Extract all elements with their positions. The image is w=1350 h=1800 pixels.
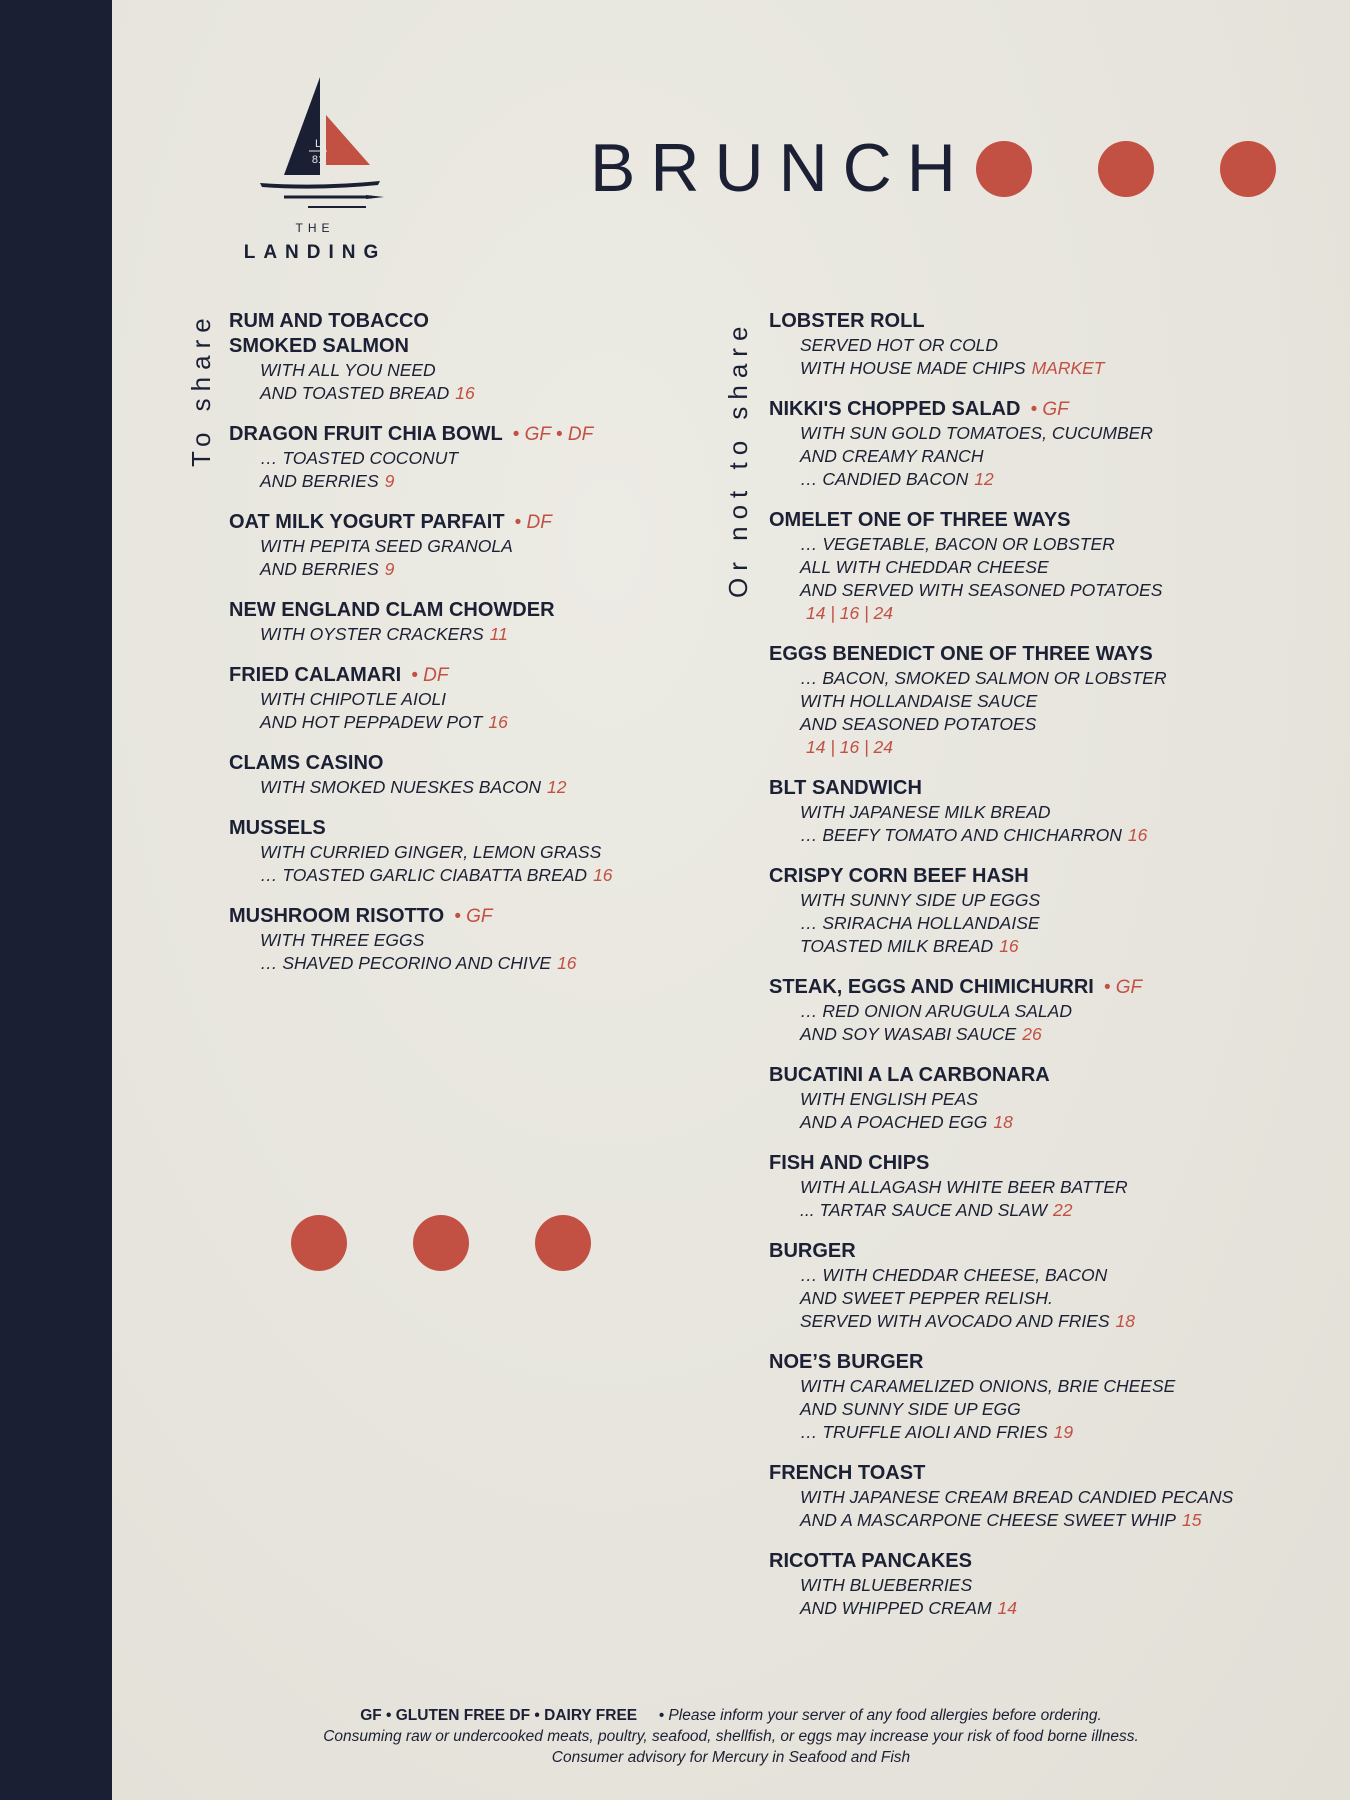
description-text: AND CREAMY RANCH: [800, 446, 984, 466]
menu-item-description: [769, 1310, 1329, 1333]
description-text: WITH THREE EGGS: [260, 930, 425, 950]
footer-line-1: [112, 1705, 1350, 1726]
decor-dot-3: [535, 1215, 591, 1271]
diet-legend: GF • GLUTEN FREE DF • DAIRY FREE: [360, 1707, 638, 1724]
menu-item-price: 16: [557, 953, 577, 973]
menu-item: [229, 598, 699, 646]
menu-item-description: [769, 422, 1329, 445]
description-text: … TOASTED COCONUT: [260, 448, 459, 468]
menu-item-name: [769, 309, 1329, 334]
menu-item-name-text: DRAGON FRUIT CHIA BOWL: [229, 423, 503, 445]
dietary-tag: • DF: [514, 512, 552, 533]
menu-item: [769, 642, 1329, 759]
description-text: WITH JAPANESE CREAM BREAD CANDIED PECANS: [800, 1487, 1234, 1507]
menu-item-description: [229, 447, 699, 470]
menu-item-description: [769, 713, 1329, 736]
description-text: WITH SMOKED NUESKES BACON: [260, 777, 542, 797]
description-text: WITH BLUEBERRIES: [800, 1575, 973, 1595]
menu-item: [229, 904, 699, 975]
menu-item-name-text: RICOTTA PANCAKES: [769, 1550, 972, 1572]
menu-item-description: [769, 667, 1329, 690]
menu-item: [229, 816, 699, 887]
menu-item-name: [229, 751, 699, 776]
menu-item-name: [769, 1239, 1329, 1264]
menu-item-price: 19: [1053, 1422, 1074, 1442]
description-text: AND A MASCARPONE CHEESE SWEET WHIP: [800, 1510, 1176, 1530]
decor-dot-2: [413, 1215, 469, 1271]
menu-item-name-text: NIKKI'S CHOPPED SALAD: [769, 398, 1021, 420]
menu-item-name: [769, 508, 1329, 533]
menu-item-name: [229, 309, 699, 334]
menu-item-description: [769, 824, 1329, 847]
menu-item-name-text: FISH AND CHIPS: [769, 1152, 930, 1174]
menu-item-name-text: STEAK, EGGS AND CHIMICHURRI: [769, 976, 1094, 998]
menu-item: [769, 1063, 1329, 1134]
menu-item-description: [769, 1398, 1329, 1421]
menu-item-description: [769, 533, 1329, 556]
menu-item: [229, 510, 699, 581]
menu-item-description: [769, 912, 1329, 935]
menu-item-description: [229, 952, 699, 975]
left-menu-column: [229, 309, 699, 992]
consumption-warning: Consuming raw or undercooked meats, poultry, seafood, shellfish, or eggs may increase your risk of food borne illness.: [323, 1728, 1139, 1745]
side-bar: [0, 0, 112, 1800]
description-text: … BEEFY TOMATO AND CHICHARRON: [800, 825, 1122, 845]
description-text: ... TARTAR SAUCE AND SLAW: [800, 1200, 1047, 1220]
description-text: WITH ALL YOU NEED: [260, 360, 436, 380]
menu-item: [769, 1239, 1329, 1333]
title-dot-3: [1220, 141, 1276, 197]
menu-item-description: [769, 1000, 1329, 1023]
menu-item-description: [769, 579, 1329, 602]
description-text: WITH SUN GOLD TOMATOES, CUCUMBER: [800, 423, 1153, 443]
section-label-to-share: To share: [186, 311, 216, 467]
menu-item-name: [769, 1151, 1329, 1176]
menu-item-price: 15: [1181, 1510, 1202, 1530]
menu-item-name-text: LOBSTER ROLL: [769, 310, 925, 332]
description-text: AND TOASTED BREAD: [260, 383, 450, 403]
menu-item: [769, 1350, 1329, 1444]
menu-item-description: [769, 1023, 1329, 1046]
menu-item-description: [769, 556, 1329, 579]
menu-item-description: [769, 1111, 1329, 1134]
allergy-notice: • Please inform your server of any food allergies before ordering.: [658, 1707, 1102, 1724]
menu-item: [769, 1549, 1329, 1620]
menu-item-price: 12: [547, 777, 567, 797]
svg-text:L: L: [314, 138, 322, 150]
menu-item-price: 18: [993, 1112, 1013, 1132]
menu-item-description: [769, 736, 1329, 759]
menu-item-price: 16: [488, 712, 508, 732]
description-text: … TRUFFLE AIOLI AND FRIES: [800, 1422, 1048, 1442]
menu-item-name-text: OMELET ONE OF THREE WAYS: [769, 509, 1071, 531]
menu-item-name-text: NOE’S BURGER: [769, 1351, 924, 1373]
menu-item-name-text: BURGER: [769, 1240, 856, 1262]
menu-item: [229, 751, 699, 799]
menu-item-description: [769, 1176, 1329, 1199]
menu-item-description: [229, 535, 699, 558]
menu-item-name: [229, 422, 699, 447]
menu-item: [769, 1461, 1329, 1532]
menu-item-description: [769, 690, 1329, 713]
menu-item-price: 11: [489, 624, 508, 644]
description-text: WITH ENGLISH PEAS: [800, 1089, 978, 1109]
menu-item-price: 14 | 16 | 24: [806, 737, 893, 757]
description-text: … TOASTED GARLIC CIABATTA BREAD: [260, 865, 588, 885]
menu-item-name: [229, 904, 699, 929]
menu-item: [769, 1151, 1329, 1222]
menu-item-description: [769, 445, 1329, 468]
menu-item-price: 16: [1127, 825, 1148, 845]
description-text: AND SERVED WITH SEASONED POTATOES: [800, 580, 1163, 600]
menu-item-description: [229, 776, 699, 799]
menu-item: [769, 776, 1329, 847]
menu-item-price: 14: [997, 1598, 1018, 1618]
description-text: AND SWEET PEPPER RELISH.: [800, 1288, 1053, 1308]
description-text: AND HOT PEPPADEW POT: [260, 712, 483, 732]
menu-item-name-text: FRENCH TOAST: [769, 1462, 926, 1484]
menu-item-name: [229, 510, 699, 535]
sailboat-icon: [248, 75, 388, 210]
menu-item-description: [229, 623, 699, 646]
menu-item: [229, 422, 699, 493]
mercury-advisory: Consumer advisory for Mercury in Seafood and Fish: [551, 1749, 911, 1766]
menu-item-name-text: CRISPY CORN BEEF HASH: [769, 865, 1029, 887]
menu-item-description: [769, 602, 1329, 625]
menu-item-price: 22: [1053, 1200, 1073, 1220]
menu-item: [769, 397, 1329, 491]
menu-item-description: [769, 801, 1329, 824]
menu-item-name: [769, 1461, 1329, 1486]
menu-item-description: [769, 334, 1329, 357]
menu-item-description: [229, 558, 699, 581]
dietary-tag: • GF • DF: [512, 424, 594, 445]
menu-item-name-text: OAT MILK YOGURT PARFAIT: [229, 511, 505, 533]
menu-item-description: [229, 864, 699, 887]
menu-item-description: [769, 357, 1329, 380]
decor-dot-1: [291, 1215, 347, 1271]
menu-item-description: [769, 1509, 1329, 1532]
menu-item-price: 16: [455, 383, 475, 403]
description-text: AND SEASONED POTATOES: [800, 714, 1037, 734]
description-text: WITH ALLAGASH WHITE BEER BATTER: [800, 1177, 1128, 1197]
menu-item-name-text: FRIED CALAMARI: [229, 664, 402, 686]
menu-item-price: 16: [999, 936, 1019, 956]
description-text: … VEGETABLE, BACON OR LOBSTER: [800, 534, 1115, 554]
description-text: … SRIRACHA HOLLANDAISE: [800, 913, 1040, 933]
description-text: … SHAVED PECORINO AND CHIVE: [260, 953, 552, 973]
menu-item-price: 9: [384, 471, 395, 491]
description-text: AND SUNNY SIDE UP EGG: [800, 1399, 1021, 1419]
menu-item-name: [229, 334, 699, 359]
menu-item-description: [769, 935, 1329, 958]
footer: [112, 1705, 1350, 1768]
menu-item-description: [769, 1088, 1329, 1111]
menu-item-description: [229, 688, 699, 711]
menu-item-name-text: MUSHROOM RISOTTO: [229, 905, 445, 927]
section-label-or-not-to-share: Or not to share: [723, 319, 753, 598]
menu-item-price: 16: [593, 865, 613, 885]
description-text: … WITH CHEDDAR CHEESE, BACON: [800, 1265, 1108, 1285]
menu-item-name: [769, 975, 1329, 1000]
menu-item-description: [229, 841, 699, 864]
description-text: WITH CARAMELIZED ONIONS, BRIE CHEESE: [800, 1376, 1176, 1396]
menu-item-name-text: SMOKED SALMON: [229, 335, 409, 357]
menu-item-description: [769, 1574, 1329, 1597]
menu-item-description: [769, 1287, 1329, 1310]
menu-item-name-text: BUCATINI A LA CARBONARA: [769, 1064, 1050, 1086]
menu-item-description: [769, 1375, 1329, 1398]
description-text: TOASTED MILK BREAD: [800, 936, 994, 956]
menu-item-description: [229, 382, 699, 405]
menu-item-description: [229, 711, 699, 734]
description-text: SERVED HOT OR COLD: [800, 335, 999, 355]
menu-item: [769, 508, 1329, 625]
menu-item-description: [229, 929, 699, 952]
menu-item-name: [769, 776, 1329, 801]
description-text: WITH JAPANESE MILK BREAD: [800, 802, 1051, 822]
logo-name: LANDING: [243, 242, 387, 263]
menu-item-description: [229, 359, 699, 382]
description-text: … CANDIED BACON: [800, 469, 969, 489]
dietary-tag: • GF: [1103, 977, 1143, 998]
menu-item-price: 18: [1115, 1311, 1136, 1331]
title-dot-1: [976, 141, 1032, 197]
description-text: AND WHIPPED CREAM: [800, 1598, 992, 1618]
menu-item-description: [769, 1597, 1329, 1620]
menu-item-description: [769, 889, 1329, 912]
description-text: … BACON, SMOKED SALMON OR LOBSTER: [800, 668, 1167, 688]
logo: [230, 75, 410, 265]
page-title: BRUNCH: [590, 130, 971, 206]
description-text: ALL WITH CHEDDAR CHEESE: [800, 557, 1049, 577]
description-text: AND A POACHED EGG: [800, 1112, 988, 1132]
menu-item-name: [229, 816, 699, 841]
menu-item-name-text: BLT SANDWICH: [769, 777, 922, 799]
logo-the: THE: [295, 221, 335, 235]
menu-item-name-text: CLAMS CASINO: [229, 752, 384, 774]
menu-item: [229, 663, 699, 734]
right-menu-column: [769, 309, 1329, 1637]
description-text: WITH HOLLANDAISE SAUCE: [800, 691, 1038, 711]
menu-item: [769, 975, 1329, 1046]
description-text: … RED ONION ARUGULA SALAD: [800, 1001, 1072, 1021]
description-text: WITH SUNNY SIDE UP EGGS: [800, 890, 1041, 910]
menu-item-name: [769, 1063, 1329, 1088]
menu-item: [769, 864, 1329, 958]
menu-item-name: [769, 642, 1329, 667]
menu-item: [229, 309, 699, 405]
description-text: WITH CHIPOTLE AIOLI: [260, 689, 447, 709]
menu-item-name-text: RUM AND TOBACCO: [229, 310, 429, 332]
menu-item-name: [769, 864, 1329, 889]
menu-item-name-text: MUSSELS: [229, 817, 326, 839]
description-text: WITH PEPITA SEED GRANOLA: [260, 536, 513, 556]
menu-item-name: [769, 397, 1329, 422]
description-text: AND BERRIES: [260, 559, 379, 579]
description-text: WITH CURRIED GINGER, LEMON GRASS: [260, 842, 602, 862]
menu-item-description: [769, 1486, 1329, 1509]
menu-item-description: [229, 470, 699, 493]
menu-item-name: [769, 1350, 1329, 1375]
menu-item-price: MARKET: [1031, 358, 1105, 378]
menu-item-price: 26: [1022, 1024, 1042, 1044]
description-text: AND BERRIES: [260, 471, 379, 491]
title-dot-2: [1098, 141, 1154, 197]
description-text: AND SOY WASABI SAUCE: [800, 1024, 1017, 1044]
description-text: SERVED WITH AVOCADO AND FRIES: [800, 1311, 1110, 1331]
dietary-tag: • DF: [411, 665, 449, 686]
menu-item-name: [229, 663, 699, 688]
dietary-tag: • GF: [454, 906, 493, 927]
menu-item-name: [229, 598, 699, 623]
svg-text:81: 81: [311, 154, 325, 166]
dietary-tag: • GF: [1030, 399, 1069, 420]
menu-item-description: [769, 1199, 1329, 1222]
menu-item-name: [769, 1549, 1329, 1574]
menu-item-price: 14 | 16 | 24: [806, 603, 893, 623]
menu-item-description: [769, 1264, 1329, 1287]
menu-item-price: 12: [974, 469, 994, 489]
description-text: WITH OYSTER CRACKERS: [260, 624, 484, 644]
menu-item: [769, 309, 1329, 380]
menu-item-price: 9: [384, 559, 395, 579]
menu-item-description: [769, 1421, 1329, 1444]
menu-item-name-text: NEW ENGLAND CLAM CHOWDER: [229, 599, 555, 621]
menu-item-name-text: EGGS BENEDICT ONE OF THREE WAYS: [769, 643, 1153, 665]
menu-item-description: [769, 468, 1329, 491]
description-text: WITH HOUSE MADE CHIPS: [800, 358, 1026, 378]
